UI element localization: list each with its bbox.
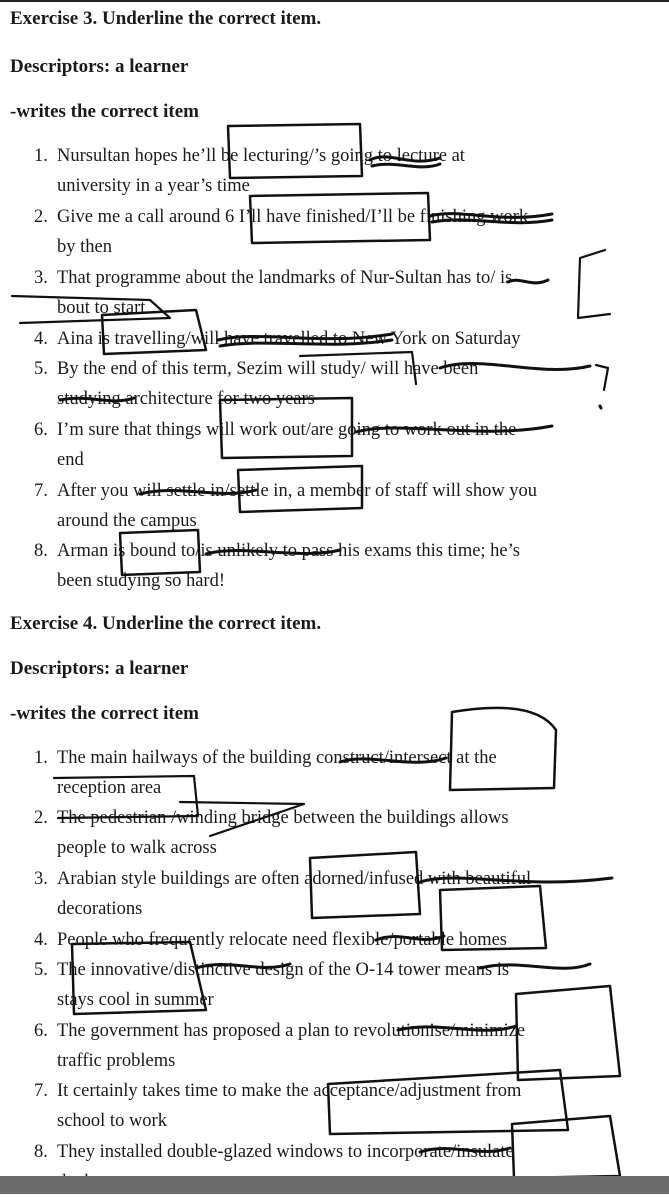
exercise-3-descriptors: Descriptors: a learner bbox=[10, 56, 189, 77]
exercise-4-item-4: 4. People who frequently relocate need flexible/portable homes bbox=[34, 930, 507, 950]
exercise-4-item-7: 7. It certainly takes time to make the acceptance/adjustment from school to work bbox=[34, 1081, 522, 1131]
exercise-4-item-1: 1. The main hailways of the building construct/intersect at the reception area bbox=[34, 748, 497, 798]
exercise-3-item-5: 5. By the end of this term, Sezim will study/ will have been studying architecture for two years bbox=[34, 359, 479, 409]
exercise-4-item-2: 2. The pedestrian /winding bridge between the buildings allows people to walk across bbox=[34, 808, 509, 858]
exercise-4-writes: -writes the correct item bbox=[10, 703, 200, 724]
top-border-line bbox=[0, 0, 669, 2]
exercise-4-item-6: 6. The government has proposed a plan to revolutionise/minimize traffic problems bbox=[34, 1021, 526, 1071]
exercise-4-descriptors: Descriptors: a learner bbox=[10, 658, 189, 679]
exercise-4-item-5: 5. The innovative/distinctive design of the O-14 tower means is stays cool in summer bbox=[34, 960, 510, 1010]
exercise-4-item-3: 3. Arabian style buildings are often adorned/infused with beautiful decorations bbox=[34, 869, 532, 919]
exercise-3-item-8: 8. Arman is bound to/is unlikely to pass his exams this time; he’s been studying so hard! bbox=[34, 541, 520, 591]
exercise-3-title: Exercise 3. Underline the correct item. bbox=[10, 8, 322, 29]
exercise-3-writes: -writes the correct item bbox=[10, 101, 200, 122]
exercise-3-item-4: 4. Aina is travelling/will have travelled to New York on Saturday bbox=[34, 329, 521, 349]
exercise-3-item-3: 3. That programme about the landmarks of Nur-Sultan has to/ is bout to start bbox=[34, 268, 513, 318]
exercise-4-item-8: 8. They installed double-glazed windows to incorporate/insulate bbox=[34, 1142, 514, 1162]
bottom-gray-bar bbox=[0, 1176, 669, 1194]
exercise-3-item-6: 6. I’m sure that things will work out/are going to work out in the end bbox=[34, 420, 517, 470]
exercise-3-item-1: 1. Nursultan hopes he’ll be lecturing/’s going to lecture at university in a year’s time bbox=[34, 146, 465, 196]
exercise-4-title: Exercise 4. Underline the correct item. bbox=[10, 613, 322, 634]
exercise-3-item-2: 2. Give me a call around 6 I’ll have finished/I’ll be finishing work by then bbox=[34, 207, 529, 257]
exercise-3-item-7: 7. After you will settle in/settle in, a member of staff will show you around the campus bbox=[34, 481, 538, 531]
